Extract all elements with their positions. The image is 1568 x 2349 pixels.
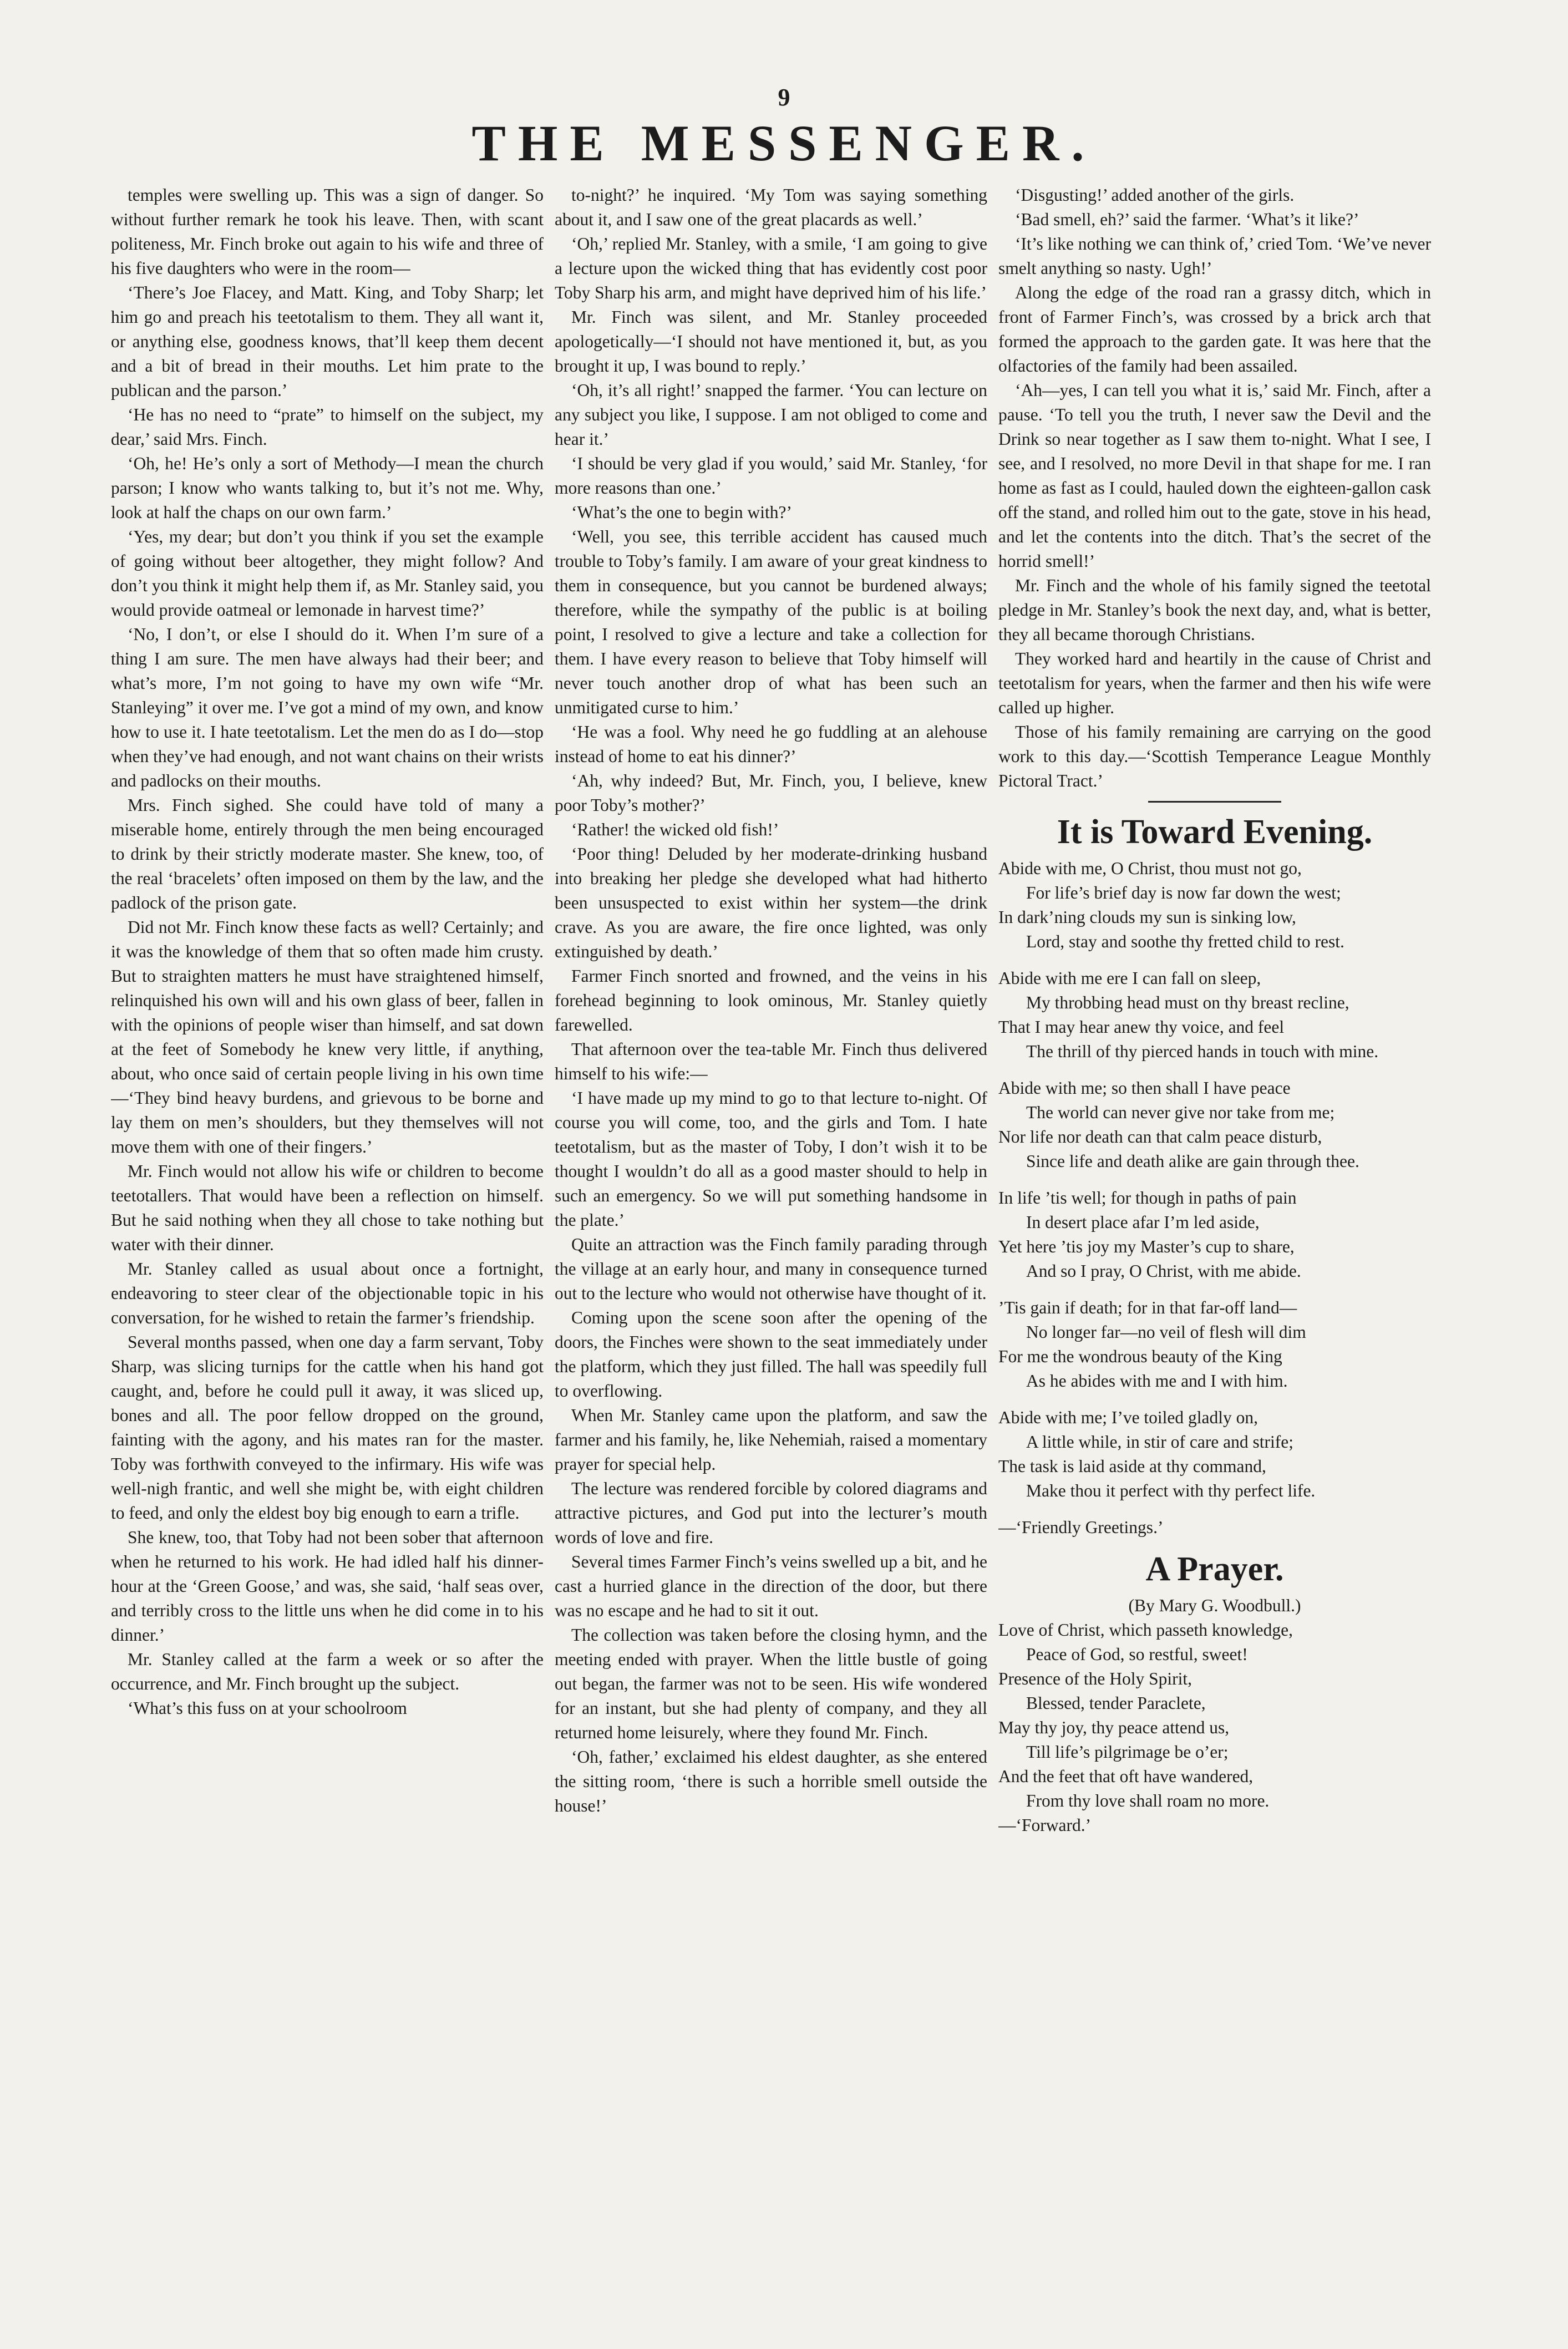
poem-line: In life ’tis well; for though in paths of pain (998, 1188, 1297, 1208)
column-2 (555, 183, 987, 2313)
article-paragraph: ‘No, I don’t, or else I should do it. When I’m sure of a thing I am sure. The men have always had their beer; and what’s more, I’m not going to have my own wife “Mr. Stanleying” it over me. I’ve got a mind of my own, and know how to use it. I hate teetotalism. Let the men do as I do—stop when they’ve had enough, and not want chains on their wrists and padlocks on their mouths. (111, 625, 544, 790)
poem-line: Abide with me ere I can fall on sleep, (998, 968, 1261, 988)
prayer-title: A Prayer. (1145, 1550, 1284, 1588)
article-paragraph: ‘Bad smell, eh?’ said the farmer. ‘What’s it like?’ (1015, 210, 1359, 229)
section-rule (1148, 801, 1281, 803)
prayer-line: Till life’s pilgrimage be o’er; (1026, 1742, 1229, 1762)
stanza-gap (998, 954, 1431, 966)
column-3 (998, 183, 1431, 2313)
article-paragraph: The lecture was rendered forcible by colored diagrams and attractive pictures, and God put into the lecturer’s mouth words of love and fire. (555, 1479, 987, 1547)
stanza-gap (998, 1064, 1431, 1076)
article-paragraph: ‘He was a fool. Why need he go fuddling at an alehouse instead of home to eat his dinner?’ (555, 722, 987, 766)
prayer-line: Presence of the Holy Spirit, (998, 1669, 1193, 1688)
poem-line: ’Tis gain if death; for in that far-off land— (998, 1298, 1297, 1317)
article-paragraph: ‘It’s like nothing we can think of,’ cried Tom. ‘We’ve never smelt anything so nasty. Ugh!’ (998, 234, 1431, 278)
stanza-gap (998, 1174, 1431, 1186)
article-paragraph: Mr. Finch would not allow his wife or children to become teetotallers. That would have been a reflection on himself. But he said nothing when they all chose to take nothing but water with their dinner. (111, 1161, 544, 1254)
prayer-line: May thy joy, thy peace attend us, (998, 1718, 1230, 1737)
poem-line: For me the wondrous beauty of the King (998, 1347, 1282, 1366)
poem-line: Since life and death alike are gain through thee. (1026, 1151, 1359, 1171)
article-paragraph: ‘I should be very glad if you would,’ said Mr. Stanley, ‘for more reasons than one.’ (555, 454, 987, 498)
prayer-line: —‘Forward.’ (998, 1815, 1092, 1835)
poem-line: Abide with me; so then shall I have peace (998, 1078, 1291, 1098)
poem-line: Abide with me; I’ve toiled gladly on, (998, 1408, 1259, 1427)
poem-line: The thrill of thy pierced hands in touch with mine. (1026, 1042, 1379, 1061)
poem-line: No longer far—no veil of flesh will dim (1026, 1322, 1306, 1342)
article-paragraph: ‘Rather! the wicked old fish!’ (571, 820, 779, 839)
article-paragraph: ‘What’s the one to begin with?’ (571, 503, 793, 522)
article-paragraph: ‘Oh,’ replied Mr. Stanley, with a smile, ‘I am going to give a lecture upon the wicked thing that has evidently cost poor Toby Sharp his arm, and might have deprived him of his life.’ (555, 234, 987, 302)
stanza-gap (998, 1503, 1431, 1515)
article-paragraph: Those of his family remaining are carrying on the good work to this day.—‘Scottish Temperance League Monthly Pictoral Tract.’ (998, 722, 1431, 790)
stanza-gap (998, 1283, 1431, 1296)
poem-line: Lord, stay and soothe thy fretted child to rest. (1026, 932, 1344, 951)
poem-line: A little while, in stir of care and strife; (1026, 1432, 1293, 1452)
prayer-line: And the feet that oft have wandered, (998, 1767, 1254, 1786)
poem-credit: —‘Friendly Greetings.’ (998, 1518, 1164, 1537)
article-paragraph: Quite an attraction was the Finch family parading through the village at an early hour, and many in consequence turned out to the lecture who would not otherwise have thought of it. (555, 1235, 987, 1303)
poem-line: The world can never give nor take from me; (1026, 1103, 1335, 1122)
article-paragraph: Mrs. Finch sighed. She could have told of many a miserable home, entirely through the men being encouraged to drink by their strictly moderate master. She knew, too, of the real ‘bracelets’ often imposed on them by the law, and the padlock of the prison gate. (111, 795, 544, 912)
poem-line: In desert place afar I’m led aside, (1026, 1212, 1260, 1232)
article-paragraph: ‘Poor thing! Deluded by her moderate-drinking husband into breaking her pledge she developed what had hitherto been unsuspected to exist within her system—the drink crave. As you are aware, the fire once lighted, was only extinguished by death.’ (555, 844, 987, 961)
article-paragraph: ‘Oh, father,’ exclaimed his eldest daughter, as she entered the sitting room, ‘there is such a horrible smell outside the house!’ (555, 1747, 987, 1815)
article-paragraph: to-night?’ he inquired. ‘My Tom was saying something about it, and I saw one of the great placards as well.’ (555, 185, 987, 229)
article-paragraph: Coming upon the scene soon after the opening of the doors, the Finches were shown to the seat immediately under the platform, which they just filled. The hall was speedily full to overflowing. (555, 1308, 987, 1401)
article-paragraph: ‘There’s Joe Flacey, and Matt. King, and Toby Sharp; let him go and preach his teetotalism to them. They all want it, or anything else, goodness knows, that’ll keep them decent and a bit of bread in their mouths. Let him prate to the publican and the parson.’ (111, 283, 544, 400)
poem-line: Abide with me, O Christ, thou must not go, (998, 859, 1302, 878)
article-paragraph: ‘I have made up my mind to go to that lecture to-night. Of course you will come, too, and the girls and Tom. I hate teetotalism, but as the master of Toby, I don’t wish it to be thought I wouldn’t do all as a good master should to help in such an emergency. So we will put something handsome in the plate.’ (555, 1088, 987, 1230)
poem-line: The task is laid aside at thy command, (998, 1457, 1266, 1476)
article-paragraph: ‘Disgusting!’ added another of the girls. (1015, 185, 1295, 205)
poem-line: Make thou it perfect with thy perfect life. (1026, 1481, 1316, 1500)
prayer-line: Blessed, tender Paraclete, (1026, 1693, 1206, 1713)
article-paragraph: ‘Oh, it’s all right!’ snapped the farmer. ‘You can lecture on any subject you like, I suppose. I am not obliged to come and hear it.’ (555, 380, 987, 449)
article-paragraph: Mr. Finch and the whole of his family signed the teetotal pledge in Mr. Stanley’s book the next day, and, what is better, they all became thorough Christians. (998, 576, 1431, 644)
article-paragraph: ‘Oh, he! He’s only a sort of Methody—I mean the church parson; I know who wants talking to, but it’s not me. Why, look at half the chaps on our own farm.’ (111, 454, 544, 522)
article-paragraph: ‘He has no need to “prate” to himself on the subject, my dear,’ said Mrs. Finch. (111, 405, 544, 449)
article-paragraph: Mr. Stanley called at the farm a week or so after the occurrence, and Mr. Finch brought up the subject. (111, 1650, 544, 1693)
article-paragraph: They worked hard and heartily in the cause of Christ and teetotalism for years, when the farmer and then his wife were called up higher. (998, 649, 1431, 717)
article-paragraph: That afternoon over the tea-table Mr. Finch thus delivered himself to his wife:— (555, 1039, 987, 1083)
poem-line: Nor life nor death can that calm peace disturb, (998, 1127, 1322, 1146)
poem-line: And so I pray, O Christ, with me abide. (1026, 1261, 1301, 1281)
article-paragraph: Farmer Finch snorted and frowned, and the veins in his forehead beginning to look ominous, Mr. Stanley quietly farewelled. (555, 966, 987, 1034)
article-paragraph: ‘Well, you see, this terrible accident has caused much trouble to Toby’s family. I am aware of your great kindness to them in consequence, but you cannot be burdened always; therefore, while the sympathy of the public is at boiling point, I resolved to give a lecture and take a collection for them. I have every reason to believe that Toby himself will never touch another drop of what has been such an unmitigated curse to him.’ (555, 527, 987, 717)
article-paragraph: When Mr. Stanley came upon the platform, and saw the farmer and his family, he, like Nehemiah, raised a momentary prayer for special help. (555, 1406, 987, 1474)
masthead-title: THE MESSENGER. (471, 115, 1097, 171)
page-number: 9 (778, 84, 790, 111)
poem-line: For life’s brief day is now far down the west; (1026, 883, 1341, 902)
column-1 (111, 183, 544, 2313)
poem-line: My throbbing head must on thy breast recline, (1026, 993, 1349, 1012)
article-paragraph: ‘Ah—yes, I can tell you what it is,’ said Mr. Finch, after a pause. ‘To tell you the truth, I never saw the Devil and the Drink so near together as I saw them to-night. What I see, I see, and I resolved, no more Devil in that shape for me. I ran home as fast as I could, hauled down the eighteen-gallon cask off the stand, and rolled him out to the gate, stove in his head, and let the contents into the ditch. That’s the secret of the horrid smell!’ (998, 380, 1431, 571)
poem-line: As he abides with me and I with him. (1026, 1371, 1288, 1391)
article-paragraph: Along the edge of the road ran a grassy ditch, which in front of Farmer Finch’s, was crossed by a brick arch that formed the approach to the garden gate. It was here that the olfactories of the family had been assailed. (998, 283, 1431, 376)
poem-line: Yet here ’tis joy my Master’s cup to share, (998, 1237, 1295, 1256)
article-paragraph: ‘Yes, my dear; but don’t you think if you set the example of going without beer altogether, they might follow? And don’t you think it might help them if, as Mr. Stanley said, you would provide oatmeal or lemonade in harvest time?’ (111, 527, 544, 620)
article-paragraph: Several times Farmer Finch’s veins swelled up a bit, and he cast a hurried glance in the direction of the door, but there was no escape and he had to sit it out. (555, 1552, 987, 1620)
prayer-line: Peace of God, so restful, sweet! (1026, 1645, 1248, 1664)
article-paragraph: ‘What’s this fuss on at your schoolroom (128, 1698, 407, 1718)
article-paragraph: temples were swelling up. This was a sign of danger. So without further remark he took his leave. Then, with scant politeness, Mr. Finch broke out again to his wife and three of his five daughters who were in the room— (111, 185, 544, 278)
article-paragraph: Mr. Stanley called as usual about once a fortnight, endeavoring to steer clear of the objectionable topic in his conversation, for he wished to retain the farmer’s friendship. (111, 1259, 544, 1327)
article-paragraph: Did not Mr. Finch know these facts as well? Certainly; and it was the knowledge of them that so often made him crusty. But to straighten matters he must have straightened himself, relinquished his own will and his own glass of beer, fallen in with the opinions of people wiser than himself, and sat down at the feet of Somebody he knew very little, if anything, about, who once said of certain people living in his own time—‘They bind heavy burdens, and grievous to be borne and lay them on men’s shoulders, but they themselves will not move them with one of their fingers.’ (111, 917, 544, 1156)
prayer-line: From thy love shall roam no more. (1026, 1791, 1270, 1810)
article-paragraph: Several months passed, when one day a farm servant, Toby Sharp, was slicing turnips for the cattle when his hand got caught, and, before he could pull it away, it was sliced up, bones and all. The poor fellow dropped on the ground, fainting with the agony, and his mates ran for the master. Toby was forthwith conveyed to the infirmary. His wife was well-nigh frantic, and well she might be, with eight children to feed, and only the eldest boy big enough to earn a trifle. (111, 1332, 544, 1523)
article-paragraph: ‘Ah, why indeed? But, Mr. Finch, you, I believe, knew poor Toby’s mother?’ (555, 771, 987, 815)
prayer-line: Love of Christ, which passeth knowledge, (998, 1620, 1293, 1640)
poem-line: That I may hear anew thy voice, and feel (998, 1017, 1285, 1037)
article-paragraph: Mr. Finch was silent, and Mr. Stanley proceeded apologetically—‘I should not have mentioned it, but, as you brought it up, I was bound to reply.’ (555, 307, 987, 376)
article-paragraph: She knew, too, that Toby had not been sober that afternoon when he returned to his work. He had idled half his dinner-hour at the ‘Green Goose,’ and was, she said, ‘half seas over, and terribly cross to the little uns when he did come in to his dinner.’ (111, 1528, 544, 1645)
prayer-byline: (By Mary G. Woodbull.) (1128, 1596, 1301, 1615)
poem-line: In dark’ning clouds my sun is sinking low, (998, 907, 1296, 927)
poem-title: It is Toward Evening. (1057, 813, 1373, 851)
stanza-gap (998, 1393, 1431, 1406)
article-paragraph: The collection was taken before the closing hymn, and the meeting ended with prayer. When the little bustle of going out began, the farmer was not to be seen. His wife wondered for an instant, but she had plenty of company, and they all returned home leisurely, where they found Mr. Finch. (555, 1625, 987, 1742)
